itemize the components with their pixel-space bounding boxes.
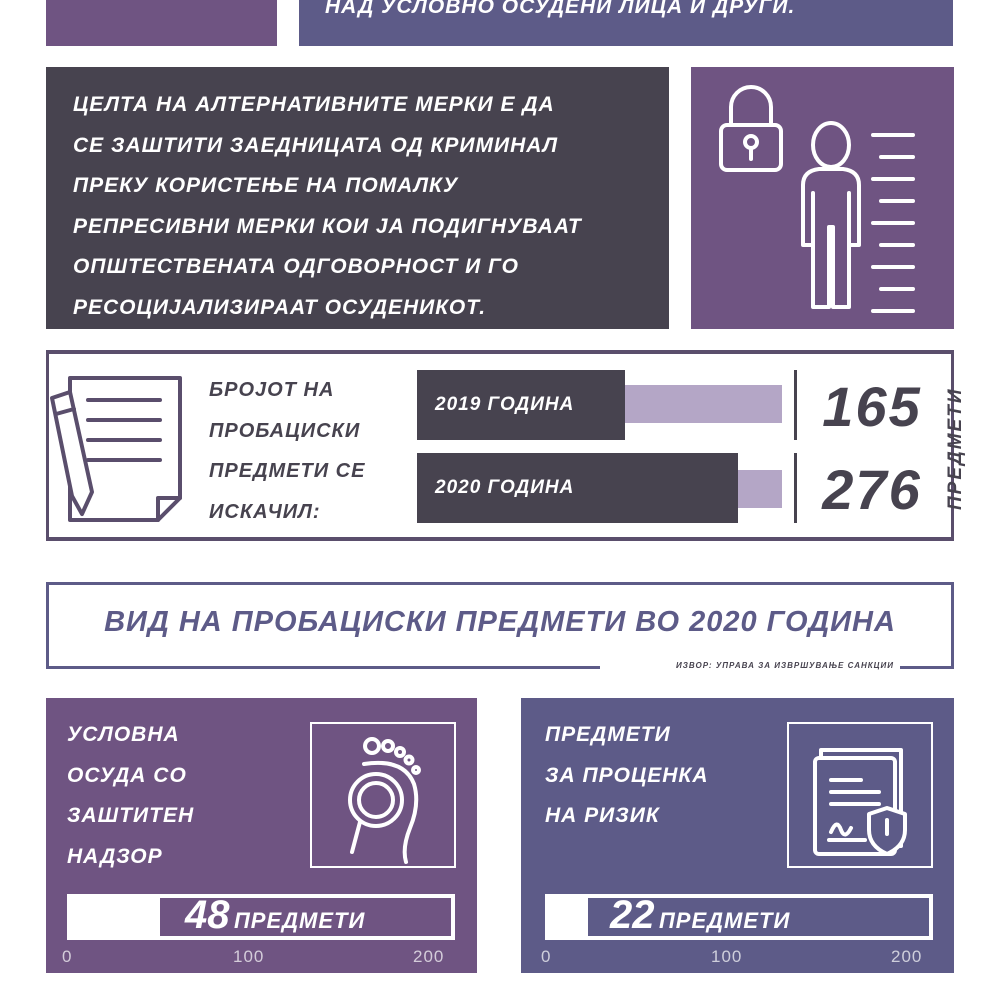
divider [794,370,797,440]
goal-line: ОПШТЕСТВЕНАТА ОДГОВОРНОСТ И ГО [73,255,520,278]
goal-line: РЕПРЕСИВНИ МЕРКИ КОИ ЈА ПОДИГНУВААТ [73,214,582,238]
card-title-line: ПРЕДМЕТИ [545,723,671,746]
card-title-line: ЗА ПРОЦЕНКА [545,763,709,787]
source-note: ИЗВОР: УПРАВА ЗА ИЗВРШУВАЊЕ САНКЦИИ [600,660,900,672]
cases-unit-vertical [939,372,969,512]
icon-frame [310,722,456,868]
goal-line: РЕСОЦИЈАЛИЗИРААТ ОСУДЕНИКОТ. [73,295,487,319]
scale-tick: 0 [541,947,552,966]
scale-tick: 200 [891,947,923,966]
card-title-line: НА РИЗИК [545,804,660,827]
card-title-line: ЗАШТИТЕН [67,804,195,827]
card-title [67,715,287,877]
stats-label-line: ИСКАЧИЛ: [209,500,321,523]
signed-document-shield-icon [789,724,931,866]
card-title-line: НАДЗОР [67,844,163,868]
stats-label-line: БРОЈОТ НА [209,379,335,401]
value-2019: 165 [822,375,922,438]
stats-label [209,370,399,532]
scale-value [610,893,790,938]
bar-2020 [417,453,738,523]
document-pen-icon [40,368,190,528]
scale-tick: 0 [62,947,73,966]
top-right-text: НАД УСЛОВНО ОСУДЕНИ ЛИЦА И ДРУГИ. [325,0,796,18]
scale-tick: 100 [711,947,743,966]
bar-2019 [417,370,625,440]
goal-statement [46,67,669,329]
card-value: 48 [185,893,230,937]
bar-label-2019: 2019 ГОДИНА [435,394,575,415]
scale-tick: 200 [413,947,445,966]
value-2020: 276 [822,458,922,521]
cases-unit-text: ПРЕДМЕТИ [945,387,966,510]
goal-line: ПРЕКУ КОРИСТЕЊЕ НА ПОМАЛКУ [73,174,459,197]
card-title [545,715,775,837]
top-right-banner [299,0,953,46]
card-value: 22 [610,893,655,937]
card-title-line: ОСУДА СО [67,763,187,787]
goal-line: ЦЕЛТА НА АЛТЕРНАТИВНИТЕ МЕРКИ Е ДА [73,93,555,116]
bar-label-2020: 2020 ГОДИНА [435,477,575,498]
card-unit: ПРЕДМЕТИ [233,908,366,933]
prisoner-panel [691,67,954,329]
divider [794,453,797,523]
stats-label-line: ПРОБАЦИСКИ [209,419,361,442]
section-title: ВИД НА ПРОБАЦИСКИ ПРЕДМЕТИ ВО 2020 ГОДИНА [104,606,896,638]
scale-tick: 100 [233,947,265,966]
card-title-line: УСЛОВНА [67,723,180,746]
footprint-magnifier-icon [312,724,454,866]
icon-frame [787,722,933,868]
card-unit: ПРЕДМЕТИ [658,908,791,933]
top-left-panel [46,0,277,46]
prisoner-height-chart-icon [691,67,954,329]
stats-label-line: ПРЕДМЕТИ СЕ [209,460,366,482]
scale-value [185,893,365,938]
goal-line: СЕ ЗАШТИТИ ЗАЕДНИЦАТА ОД КРИМИНАЛ [73,133,559,157]
